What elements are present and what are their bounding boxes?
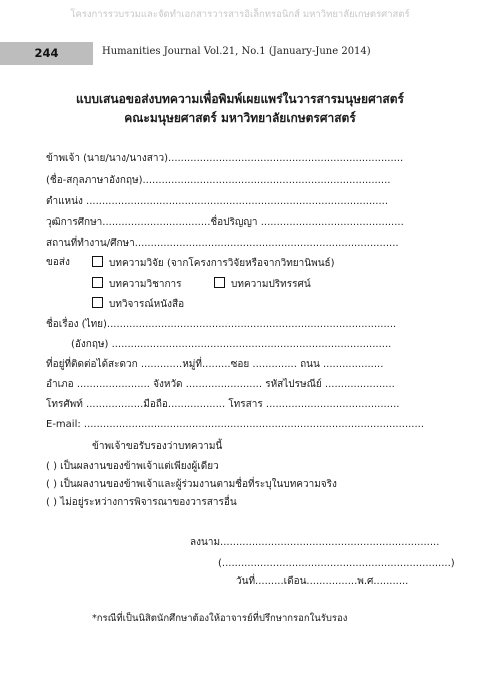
option-academic-label: บทความวิชาการ <box>109 279 182 290</box>
signature-name-field[interactable]: (........................................................................) <box>218 558 455 569</box>
page-number: 244 <box>0 42 93 65</box>
phone-field[interactable]: โทรศัพท์ ..................มือถือ.................. โทรสาร .......................................... <box>46 399 400 410</box>
form-subtitle: คณะมนุษยศาสตร์ มหาวิทยาลัยเกษตรศาสตร์ <box>124 111 356 125</box>
option-book-review-label: บทวิจารณ์หนังสือ <box>109 299 185 310</box>
option-review-label: บทความปริทรรศน์ <box>231 279 311 290</box>
checkbox[interactable] <box>214 277 225 288</box>
option-book-review[interactable] <box>92 297 184 312</box>
address-field[interactable]: ที่อยู่ที่ติดต่อได้สะดวก .............หมู่ที่.........ซอย .............. ถนน ................... <box>46 359 384 370</box>
certify-item-co-authors[interactable]: ( ) เป็นผลงานของข้าพเจ้าและผู้ร่วมงานตามชื่อที่ระบุในบทความจริง <box>46 479 337 490</box>
certify-item-not-under-review[interactable]: ( ) ไม่อยู่ระหว่างการพิจารณาของวารสารอื่น <box>46 497 237 508</box>
signature-field[interactable]: ลงนาม..................................................................... <box>190 537 440 548</box>
district-field[interactable]: อำเภอ ....................... จังหวัด ........................ รหัสไปรษณีย์ ...................... <box>46 379 395 390</box>
certify-heading: ข้าพเจ้าขอรับรองว่าบทความนี้ <box>92 441 223 452</box>
name-thai-field[interactable]: ข้าพเจ้า (นาย/นาง/นางสาว).......................................................................... <box>46 153 404 164</box>
checkbox[interactable] <box>92 297 103 308</box>
workplace-field[interactable]: สถานที่ทำงาน/ศึกษา................................................................................... <box>46 238 399 249</box>
option-research-label: บทความวิจัย (จากโครงการวิจัยหรือจากวิทยานิพนธ์) <box>109 258 335 269</box>
option-review[interactable] <box>214 277 311 292</box>
name-english-field[interactable]: (ชื่อ-สกุลภาษาอังกฤษ).............................................................................. <box>46 175 391 186</box>
checkbox[interactable] <box>92 256 103 267</box>
footnote: *กรณีที่เป็นนิสิตนักศึกษาต้องให้อาจารย์ที่ปรึกษากรอกในรับรอง <box>92 613 348 624</box>
certify-item-sole-author[interactable]: ( ) เป็นผลงานของข้าพเจ้าแต่เพียงผู้เดียว <box>46 461 219 472</box>
degree-field[interactable]: วุฒิการศึกษา..................................ชื่อปริญญา ............................................. <box>46 217 404 228</box>
option-academic[interactable] <box>92 277 182 292</box>
email-field[interactable]: E-mail: ........................................................................................................... <box>46 419 425 430</box>
option-research[interactable] <box>92 256 335 271</box>
position-field[interactable]: ตำแหน่ง ............................................................................................... <box>46 196 389 207</box>
title-thai-field[interactable]: ชื่อเรื่อง (ไทย)........................................................................................... <box>46 319 397 330</box>
form-title: แบบเสนอขอส่งบทความเพื่อพิมพ์เผยแพร่ในวารสารมนุษยศาสตร์ <box>75 92 404 106</box>
title-english-field[interactable]: (อังกฤษ) ........................................................................................ <box>71 339 392 350</box>
signature-date-field[interactable]: วันที่.........เดือน................พ.ศ........... <box>236 576 409 587</box>
journal-header: Humanities Journal Vol.21, No.1 (January-June 2014) <box>102 46 371 57</box>
checkbox[interactable] <box>92 277 103 288</box>
submit-label: ขอส่ง <box>46 257 70 268</box>
watermark-text: โครงการรวบรวมและจัดทำเอกสารวารสารอิเล็กทรอนิกส์ มหาวิทยาลัยเกษตรศาสตร์ <box>70 9 410 20</box>
